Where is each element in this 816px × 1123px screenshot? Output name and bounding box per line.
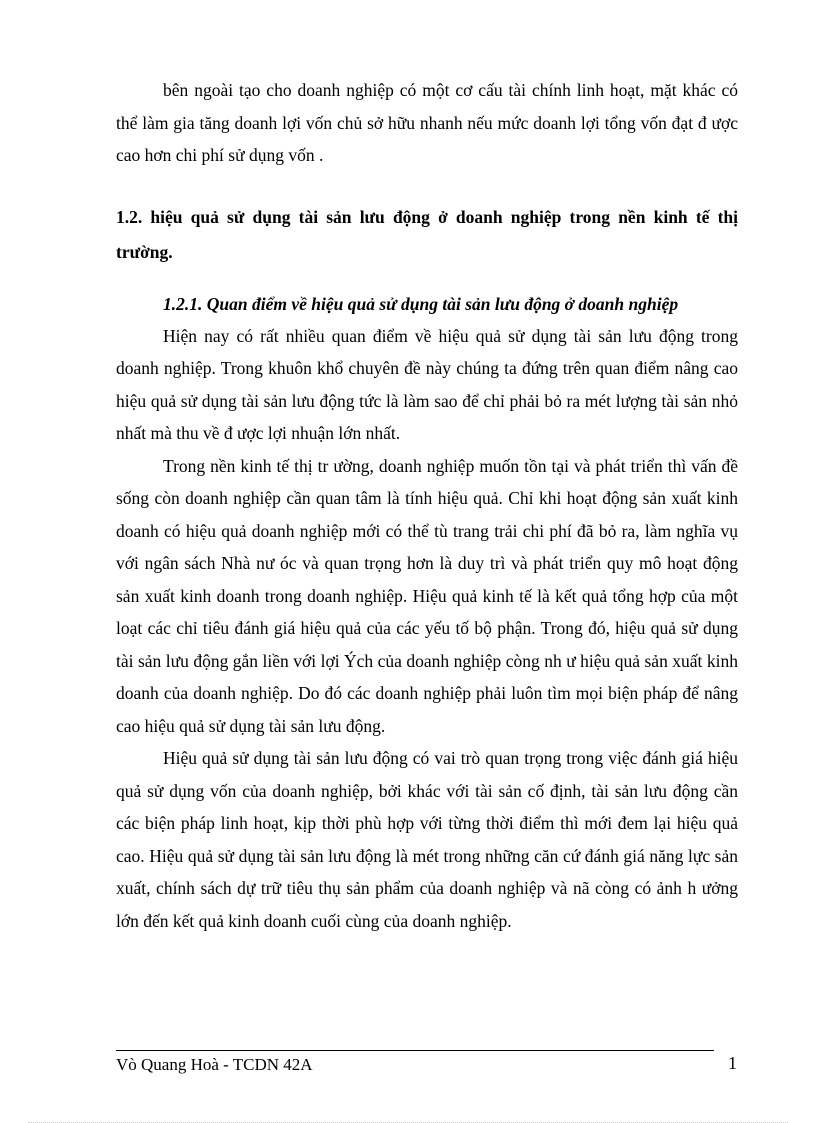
paragraph-1: Hiện nay có rất nhiều quan điểm về hiệu quả sử dụng tài sản lưu động trong doanh nghiệp. Trong khuôn khổ chuyên đề này chúng ta đứng trên quan điểm nâng cao hiệu quả sử dụng tài sản lưu động tức là làm sao để chỉ phải bỏ ra mét lượng tài sản nhỏ nhất mà thu về đ ược lợi nhuận lớn nhất. (116, 325, 738, 443)
section-heading: 1.2. hiệu quả sử dụng tài sản lưu động ở doanh nghiệp trong nền kinh tế thị trường. (116, 206, 738, 262)
footer-rule (116, 1050, 714, 1051)
page-body (116, 74, 738, 937)
subsection-heading: 1.2.1. Quan điểm về hiệu quả sử dụng tài sản lưu động ở doanh nghiệp (163, 293, 679, 314)
continuation-paragraph: bên ngoài tạo cho doanh nghiệp có một cơ cấu tài chính linh hoạt, mặt khác có thể làm gia tăng doanh lợi vốn chủ sở hữu nhanh nếu mức doanh lợi tổng vốn đạt đ ược cao hơn chi phí sử dụng vốn . (116, 80, 738, 165)
paragraph-2: Trong nền kinh tế thị tr ường, doanh nghiệp muốn tồn tại và phát triển thì vấn đề sống còn doanh nghiệp cần quan tâm là tính hiệu quả. Chỉ khi hoạt động sản xuất kinh doanh có hiệu quả doanh nghiệp mới có thể tù trang trải chi phí đã bỏ ra, làm nghĩa vụ với ngân sách Nhà nư óc và quan trọng hơn là duy trì và phát triển quy mô hoạt động sản xuất kinh doanh trong doanh nghiệp. Hiệu quả kinh tế là kết quả tổng hợp của một loạt các chỉ tiêu đánh giá hiệu quả của các yếu tố bộ phận. Trong đó, hiệu quả sử dụng tài sản lưu động gắn liền với lợi Ých của doanh nghiệp còng nh ư hiệu quả sản xuất kinh doanh của doanh nghiệp. Do đó các doanh nghiệp phải luôn tìm mọi biện pháp để nâng cao hiệu quả sử dụng tài sản lưu động. (116, 455, 738, 736)
paragraph-3: Hiệu quả sử dụng tài sản lưu động có vai trò quan trọng trong việc đánh giá hiệu quả sử dụng vốn của doanh nghiệp, bởi khác với tài sản cố định, tài sản lưu động cần các biện pháp linh hoạt, kịp thời phù hợp với từng thời điểm thì mới đem lại hiệu quả cao. Hiệu quả sử dụng tài sản lưu động là mét trong những căn cứ đánh giá năng lực sản xuất, chính sách dự trữ tiêu thụ sản phẩm của doanh nghiệp và nã còng có ảnh h ưởng lớn đến kết quả kinh doanh cuối cùng của doanh nghiệp. (116, 748, 738, 931)
page-number: 1 (728, 1053, 737, 1073)
footer-author: Vò Quang Hoà - TCDN 42A (116, 1055, 313, 1074)
